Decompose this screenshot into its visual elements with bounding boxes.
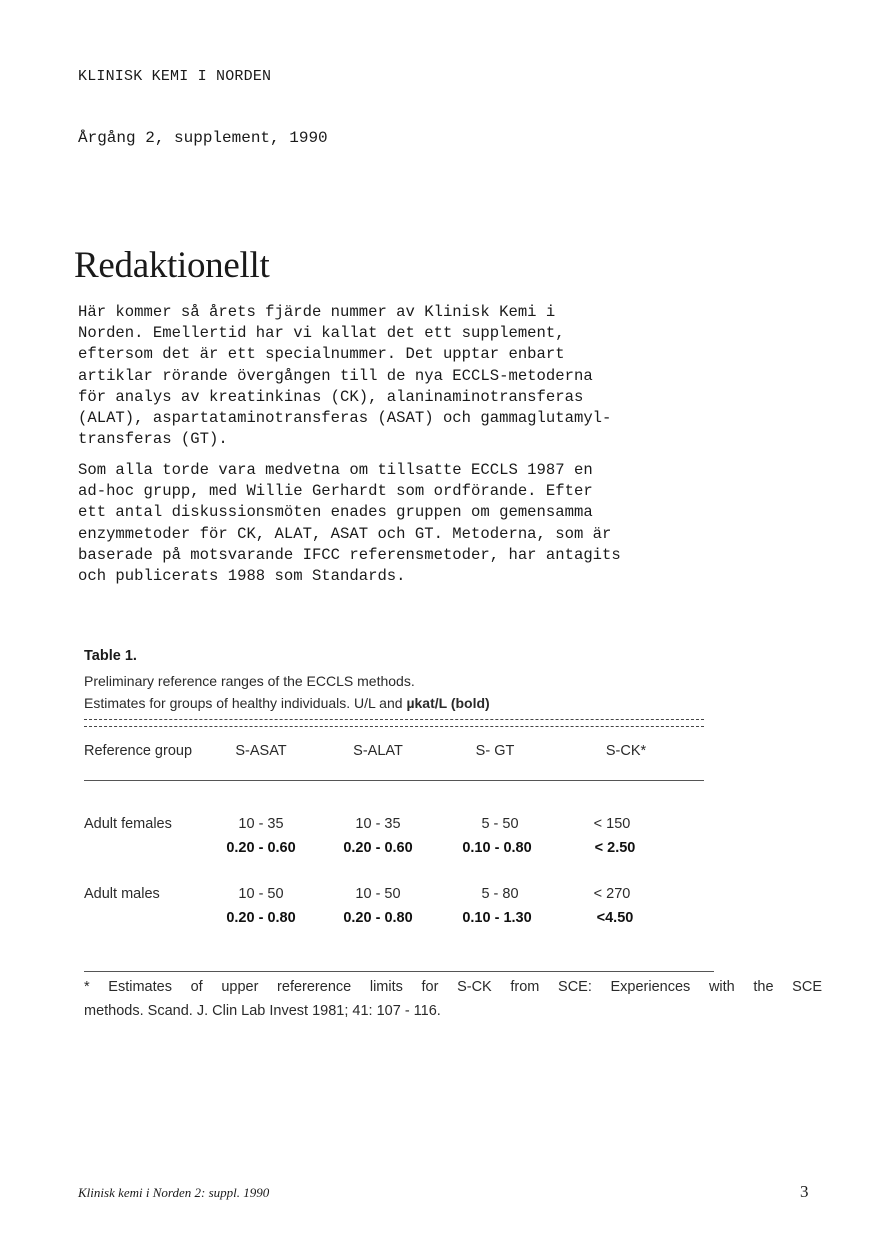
page-number: 3 (800, 1182, 809, 1201)
column-header-s-alat: S-ALAT (353, 743, 403, 759)
table-header-rule (84, 780, 704, 781)
caption-bold-unit: µkat/L (bold) (406, 695, 490, 711)
cell-ukat-s-ck: < 2.50 (594, 840, 636, 856)
cell-ul-s-ck: < 270 (593, 886, 631, 902)
table-footnote-line-2: methods. Scand. J. Clin Lab Invest 1981; 41: 107 - 116. (84, 1003, 441, 1019)
row-group-label: Adult males (84, 886, 160, 902)
table-top-double-rule (84, 719, 704, 727)
column-header-s-gt: S- GT (475, 743, 515, 759)
footnote-rule (84, 971, 714, 972)
running-footer: Klinisk kemi i Norden 2: suppl. 1990 (78, 1185, 270, 1200)
cell-ukat-s-alat: 0.20 - 0.60 (343, 840, 413, 856)
volume-line: Årgång 2, supplement, 1990 (78, 129, 328, 147)
cell-ukat-s-asat: 0.20 - 0.80 (226, 910, 296, 926)
cell-ukat-s-alat: 0.20 - 0.80 (343, 910, 413, 926)
table-caption-line-1: Preliminary reference ranges of the ECCLS methods. (84, 673, 415, 689)
column-header-s-ck: S-CK* (605, 743, 647, 759)
caption-prefix: Estimates for groups of healthy individuals. U/L and (84, 695, 407, 711)
row-group-label: Adult females (84, 816, 172, 832)
column-header-reference-group: Reference group (84, 743, 193, 759)
editorial-paragraph-2: Som alla torde vara medvetna om tillsatte ECCLS 1987 en ad-hoc grupp, med Willie Gerhardt som ordförande. Efter ett antal diskussionsmöten enades gruppen om gemensamma enzymmetoder för CK, ALAT, ASAT och GT. Metoderna, som är baserade på motsvarande IFCC referensmetoder, har antagits och publicerats 1988 som Standards. (78, 461, 621, 586)
cell-ukat-s-asat: 0.20 - 0.60 (226, 840, 296, 856)
table-label: Table 1. (84, 648, 137, 664)
column-header-s-asat: S-ASAT (235, 743, 287, 759)
cell-ul-s-alat: 10 - 35 (355, 816, 401, 832)
table-caption-line-2 (84, 695, 490, 711)
cell-ul-s-asat: 10 - 50 (238, 886, 284, 902)
editorial-paragraph-1: Här kommer så årets fjärde nummer av Klinisk Kemi i Norden. Emellertid har vi kallat det ett supplement, eftersom det är ett specialnummer. Det upptar enbart artiklar rörande övergången till de nya ECCLS-metoderna för analys av kreatinkinas (CK), alaninaminotransferas (ALAT), aspartataminotransferas (ASAT) och gammaglutamyl- transferas (GT). (78, 303, 612, 449)
cell-ul-s-ck: < 150 (593, 816, 631, 832)
journal-name: KLINISK KEMI I NORDEN (78, 68, 272, 85)
cell-ul-s-asat: 10 - 35 (238, 816, 284, 832)
editorial-heading: Redaktionellt (74, 245, 270, 286)
cell-ukat-s-gt: 0.10 - 0.80 (462, 840, 532, 856)
cell-ul-s-gt: 5 - 80 (481, 886, 519, 902)
table-footnote-line-1: * Estimates of upper refererence limits for S-CK from SCE: Experiences with the SCE (84, 979, 822, 995)
cell-ul-s-gt: 5 - 50 (481, 816, 519, 832)
cell-ul-s-alat: 10 - 50 (355, 886, 401, 902)
cell-ukat-s-gt: 0.10 - 1.30 (462, 910, 532, 926)
cell-ukat-s-ck: <4.50 (596, 910, 634, 926)
